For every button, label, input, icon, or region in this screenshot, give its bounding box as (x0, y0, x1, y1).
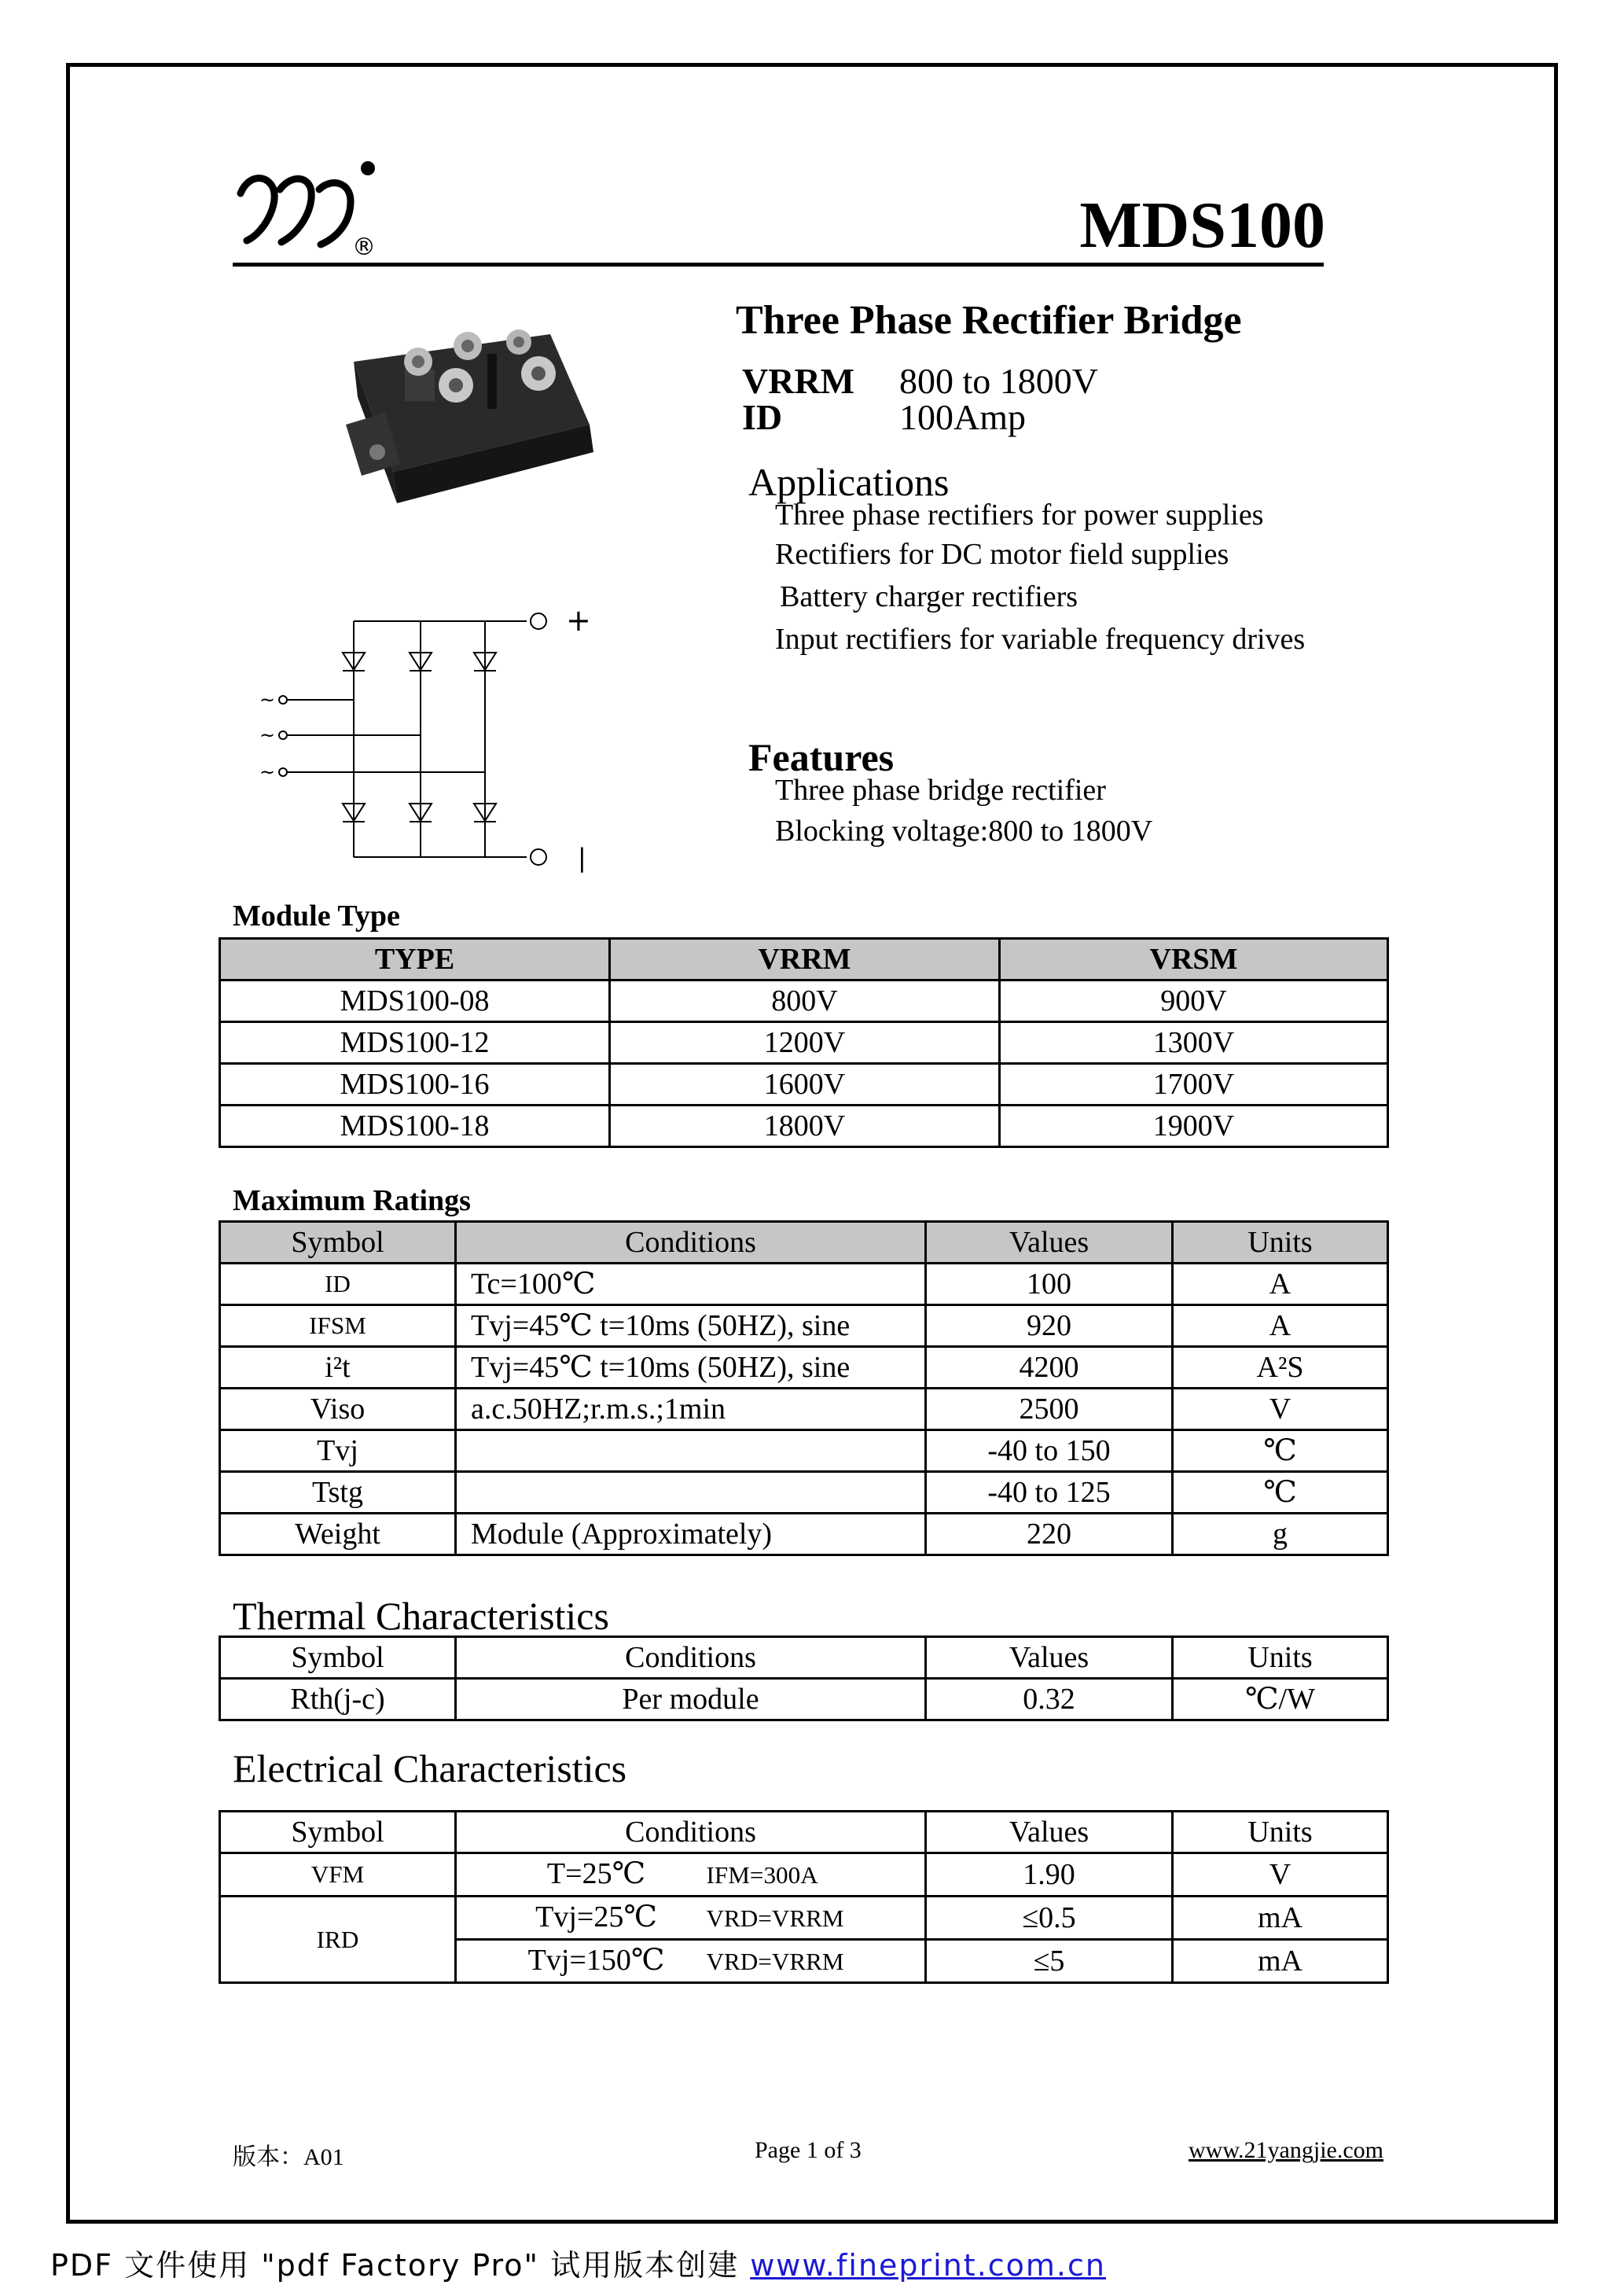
table-cell: 1200V (610, 1022, 1000, 1064)
value-cell: 920 (926, 1305, 1173, 1347)
ac-terminal-label: ~ (259, 689, 276, 711)
value-cell: 1.90 (926, 1853, 1173, 1897)
thermal-title: Thermal Characteristics (233, 1594, 609, 1638)
value-cell: -40 to 125 (926, 1472, 1173, 1514)
column-header: Symbol (220, 1637, 456, 1679)
table-row (220, 1472, 1388, 1514)
table-row (220, 1347, 1388, 1389)
electrical-table (219, 1810, 1389, 1984)
symbol-cell: VFM (220, 1853, 456, 1897)
registered-mark: ® (352, 234, 376, 256)
value-cell: ≤0.5 (926, 1897, 1173, 1940)
spec-value: 100Amp (899, 397, 1026, 437)
column-header: VRSM (1000, 939, 1388, 981)
value-cell: 100 (926, 1264, 1173, 1305)
column-header: Values (926, 1637, 1173, 1679)
watermark-text: PDF 文件使用 "pdf Factory Pro" 试用版本创建 (50, 2248, 751, 2283)
conditions-cell: Tc=100℃ (456, 1264, 926, 1305)
unit-cell: A (1173, 1305, 1388, 1347)
value-cell: -40 to 150 (926, 1430, 1173, 1472)
watermark-link[interactable]: www.fineprint.com.cn (750, 2248, 1106, 2283)
spec-id (742, 399, 1026, 436)
column-header: Units (1173, 1637, 1388, 1679)
yangjie-logo (233, 154, 382, 256)
thermal-table (219, 1636, 1389, 1721)
unit-cell: mA (1173, 1940, 1388, 1983)
conditions-cell (456, 1430, 926, 1472)
applications-heading: Applications (748, 460, 950, 504)
table-row (220, 1514, 1388, 1555)
unit-cell: ℃ (1173, 1430, 1388, 1472)
spec-value: 800 to 1800V (899, 361, 1098, 401)
table-row (220, 1106, 1388, 1147)
table-row (220, 981, 1388, 1022)
conditions-cell: a.c.50HZ;r.m.s.;1min (456, 1389, 926, 1430)
spec-key: VRRM (742, 361, 855, 401)
minus-terminal-label: | (578, 843, 586, 873)
product-subtitle: Three Phase Rectifier Bridge (736, 298, 1242, 343)
symbol-cell: IFSM (220, 1305, 456, 1347)
symbol-cell: Viso (220, 1389, 456, 1430)
table-row (220, 1679, 1388, 1720)
conditions-cell: Per module (456, 1679, 926, 1720)
condition-temp: Tvj=150℃ (527, 1944, 665, 1977)
table-cell: 1800V (610, 1106, 1000, 1147)
table-row (220, 1853, 1388, 1897)
table-cell: MDS100-08 (220, 981, 610, 1022)
unit-cell: g (1173, 1514, 1388, 1555)
unit-cell: A (1173, 1264, 1388, 1305)
application-item: Input rectifiers for variable frequency drives (775, 623, 1306, 656)
unit-cell: mA (1173, 1897, 1388, 1940)
unit-cell: ℃/W (1173, 1679, 1388, 1720)
conditions-cell: Tvj=45℃ t=10ms (50HZ), sine (456, 1347, 926, 1389)
application-item: Three phase rectifiers for power supplies (775, 499, 1264, 532)
column-header: Symbol (220, 1222, 456, 1264)
condition-temp: Tvj=25℃ (535, 1900, 657, 1934)
column-header: Units (1173, 1812, 1388, 1853)
column-header: Symbol (220, 1812, 456, 1853)
conditions-cell: Module (Approximately) (456, 1514, 926, 1555)
value-cell: 220 (926, 1514, 1173, 1555)
plus-terminal-label: + (566, 603, 591, 638)
column-header: TYPE (220, 939, 610, 981)
condition-voltage: VRD=VRRM (706, 1948, 844, 1975)
application-item: Rectifiers for DC motor field supplies (775, 538, 1229, 571)
table-row (220, 1897, 1388, 1940)
table-header-row (220, 1812, 1388, 1853)
application-item: Battery charger rectifiers (780, 580, 1078, 613)
table-cell: MDS100-12 (220, 1022, 610, 1064)
bridge-circuit-diagram (252, 598, 613, 881)
symbol-cell: Weight (220, 1514, 456, 1555)
column-header: VRRM (610, 939, 1000, 981)
table-header-row (220, 939, 1388, 981)
table-row (220, 1064, 1388, 1106)
table-cell: 1600V (610, 1064, 1000, 1106)
conditions-cell (456, 1940, 926, 1983)
column-header: Values (926, 1222, 1173, 1264)
column-header: Values (926, 1812, 1173, 1853)
symbol-cell: Tstg (220, 1472, 456, 1514)
maximum-ratings-title: Maximum Ratings (233, 1184, 471, 1217)
table-row (220, 1305, 1388, 1347)
unit-cell: ℃ (1173, 1472, 1388, 1514)
table-row (220, 1264, 1388, 1305)
symbol-cell: Tvj (220, 1430, 456, 1472)
table-cell: 800V (610, 981, 1000, 1022)
value-cell: 4200 (926, 1347, 1173, 1389)
condition-temp: T=25℃ (546, 1857, 646, 1890)
table-cell: 1900V (1000, 1106, 1388, 1147)
column-header: Conditions (456, 1222, 926, 1264)
header-rule (233, 263, 1324, 267)
electrical-title: Electrical Characteristics (233, 1746, 627, 1790)
value-cell: 0.32 (926, 1679, 1173, 1720)
table-row (220, 1389, 1388, 1430)
spec-vrrm (742, 363, 1098, 399)
column-header: Units (1173, 1222, 1388, 1264)
symbol-cell: ID (220, 1264, 456, 1305)
symbol-cell: IRD (220, 1897, 456, 1983)
product-photo (330, 315, 597, 535)
features-heading: Features (748, 735, 895, 779)
column-header: Conditions (456, 1637, 926, 1679)
value-cell: 2500 (926, 1389, 1173, 1430)
table-cell: 1300V (1000, 1022, 1388, 1064)
table-cell: MDS100-16 (220, 1064, 610, 1106)
module-type-table (219, 937, 1389, 1148)
footer-website-link[interactable]: www.21yangjie.com (1189, 2137, 1383, 2163)
unit-cell: V (1173, 1853, 1388, 1897)
table-header-row (220, 1637, 1388, 1679)
conditions-cell (456, 1853, 926, 1897)
symbol-cell: Rth(j-c) (220, 1679, 456, 1720)
conditions-cell (456, 1472, 926, 1514)
ac-terminal-label: ~ (259, 761, 276, 783)
symbol-cell: i²t (220, 1347, 456, 1389)
module-type-title: Module Type (233, 900, 400, 933)
condition-current: IFM=300A (706, 1861, 818, 1889)
table-cell: MDS100-18 (220, 1106, 610, 1147)
table-row (220, 1430, 1388, 1472)
unit-cell: A²S (1173, 1347, 1388, 1389)
unit-cell: V (1173, 1389, 1388, 1430)
footer-page-number: Page 1 of 3 (755, 2137, 862, 2163)
table-row (220, 1022, 1388, 1064)
value-cell: ≤5 (926, 1940, 1173, 1983)
feature-item: Blocking voltage:800 to 1800V (775, 815, 1153, 848)
table-header-row (220, 1222, 1388, 1264)
spec-key: ID (742, 397, 783, 437)
conditions-cell: Tvj=45℃ t=10ms (50HZ), sine (456, 1305, 926, 1347)
column-header: Conditions (456, 1812, 926, 1853)
footer-version: 版本：A01 (233, 2144, 344, 2170)
feature-item: Three phase bridge rectifier (775, 774, 1106, 807)
conditions-cell (456, 1897, 926, 1940)
table-cell: 1700V (1000, 1064, 1388, 1106)
pdf-factory-watermark (50, 2241, 1106, 2284)
table-cell: 900V (1000, 981, 1388, 1022)
part-number: MDS100 (1079, 189, 1325, 262)
condition-voltage: VRD=VRRM (706, 1904, 844, 1932)
ac-terminal-label: ~ (259, 724, 276, 746)
maximum-ratings-table (219, 1220, 1389, 1556)
